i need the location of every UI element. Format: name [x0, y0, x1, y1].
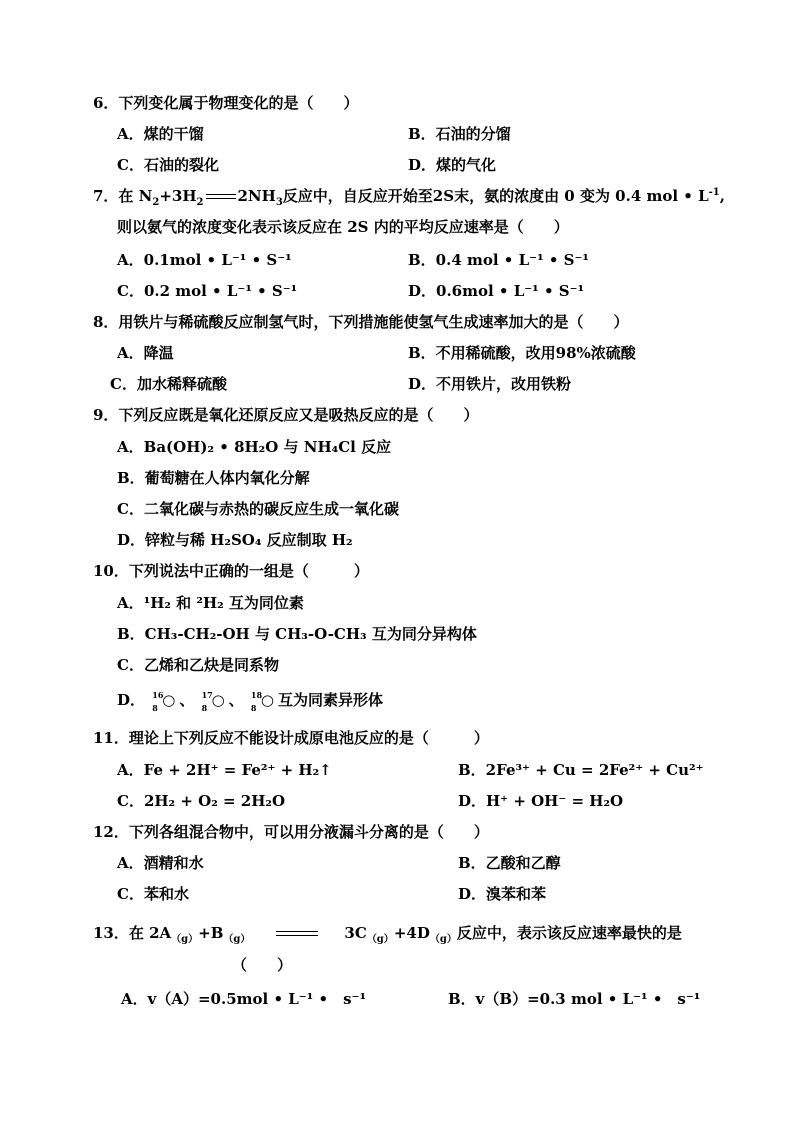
q6-stem: 6．下列变化属于物理变化的是（ ） — [93, 94, 359, 112]
isotope-o17-icon: 17 8 ○ — [201, 690, 225, 713]
q6-option-a: A．煤的干馏 — [117, 125, 204, 143]
q6-option-c: C．石油的裂化 — [117, 156, 219, 174]
q11-option-d: D．H⁺ + OH⁻ = H₂O — [458, 792, 624, 810]
q7-option-d: D．0.6mol • L⁻¹ • S⁻¹ — [408, 282, 585, 300]
q9-option-a: A．Ba(OH)₂ • 8H₂O 与 NH₄Cl 反应 — [117, 438, 392, 456]
q8-option-b: B．不用稀硫酸，改用98%浓硫酸 — [408, 344, 636, 362]
q9-option-c: C．二氧化碳与赤热的碳反应生成一氧化碳 — [117, 500, 399, 518]
q8-option-d: D．不用铁片，改用铁粉 — [408, 375, 572, 393]
q6-option-b: B．石油的分馏 — [408, 125, 511, 143]
q12-option-c: C．苯和水 — [117, 885, 189, 903]
q6-option-d: D．煤的气化 — [408, 156, 497, 174]
q12-option-a: A．酒精和水 — [117, 854, 204, 872]
q10-option-b: B．CH₃-CH₂-OH 与 CH₃-O-CH₃ 互为同分异构体 — [117, 625, 477, 643]
q7-option-c: C．0.2 mol • L⁻¹ • S⁻¹ — [117, 282, 298, 300]
equilibrium-arrow-icon — [276, 928, 318, 940]
q7-option-a: A．0.1mol • L⁻¹ • S⁻¹ — [117, 251, 292, 269]
q10-option-a: A．¹H₂ 和 ²H₂ 互为同位素 — [117, 594, 304, 612]
q7-stem-line2: 则以氨气的浓度变化表示该反应在 2S 内的平均反应速率是（ ） — [117, 218, 569, 236]
q13-stem: 13．在 $2A_{(g)}+B_{(g)}$ $3C_{(g)}+4D_{(g)}$反应中，表示该反应速率最快的是 — [93, 924, 682, 945]
q11-stem: 11．理论上下列反应不能设计成原电池反应的是（ ） — [93, 729, 489, 747]
q7-option-b: B．0.4 mol • L⁻¹ • S⁻¹ — [408, 251, 589, 269]
q11-option-c: C．2H₂ + O₂ = 2H₂O — [117, 792, 286, 810]
q11-option-a: A．Fe + 2H⁺ = Fe²⁺ + H₂↑ — [117, 761, 332, 779]
q9-option-b: B．葡萄糖在人体内氧化分解 — [117, 469, 310, 487]
q10-option-c: C．乙烯和乙炔是同系物 — [117, 656, 279, 674]
q8-option-a: A．降温 — [117, 344, 174, 362]
q8-stem: 8．用铁片与稀硫酸反应制氢气时，下列措施能使氢气生成速率加大的是（ ） — [93, 313, 629, 331]
q13-option-b: B．v（B）=0.3 mol • L⁻¹ • s⁻¹ — [448, 990, 701, 1008]
q11-option-b: B．2Fe³⁺ + Cu = 2Fe²⁺ + Cu²⁺ — [458, 761, 704, 779]
q9-option-d: D．锌粒与稀 H₂SO₄ 反应制取 H₂ — [117, 531, 353, 549]
q9-stem: 9．下列反应既是氧化还原反应又是吸热反应的是（ ） — [93, 406, 479, 424]
isotope-o16-icon: 16 8 ○ — [152, 690, 176, 713]
isotope-o18-icon: 18 8 ○ — [250, 690, 274, 713]
q8-option-c: C．加水稀释硫酸 — [110, 375, 227, 393]
q7-stem: 7．在 $N_2+3H_2$ $2NH_3$反应中，自反应开始至2S末，氨的浓度由 0 变为 0.4 mol • $L^{-1}$, — [93, 187, 725, 208]
q10-stem: 10．下列说法中正确的一组是（ ） — [93, 562, 369, 580]
q13-answer-paren: （ ） — [232, 956, 293, 974]
q12-option-d: D．溴苯和苯 — [458, 885, 547, 903]
q10-option-d: D． 16 8 ○ 、 17 8 ○ 、 18 8 ○ 互为同素异形体 — [117, 690, 384, 713]
q13-option-a: A．v（A）=0.5mol • L⁻¹ • s⁻¹ — [121, 990, 367, 1008]
equilibrium-arrow-icon — [206, 191, 236, 203]
q12-option-b: B．乙酸和乙醇 — [458, 854, 561, 872]
q12-stem: 12．下列各组混合物中，可以用分液漏斗分离的是（ ） — [93, 823, 489, 841]
